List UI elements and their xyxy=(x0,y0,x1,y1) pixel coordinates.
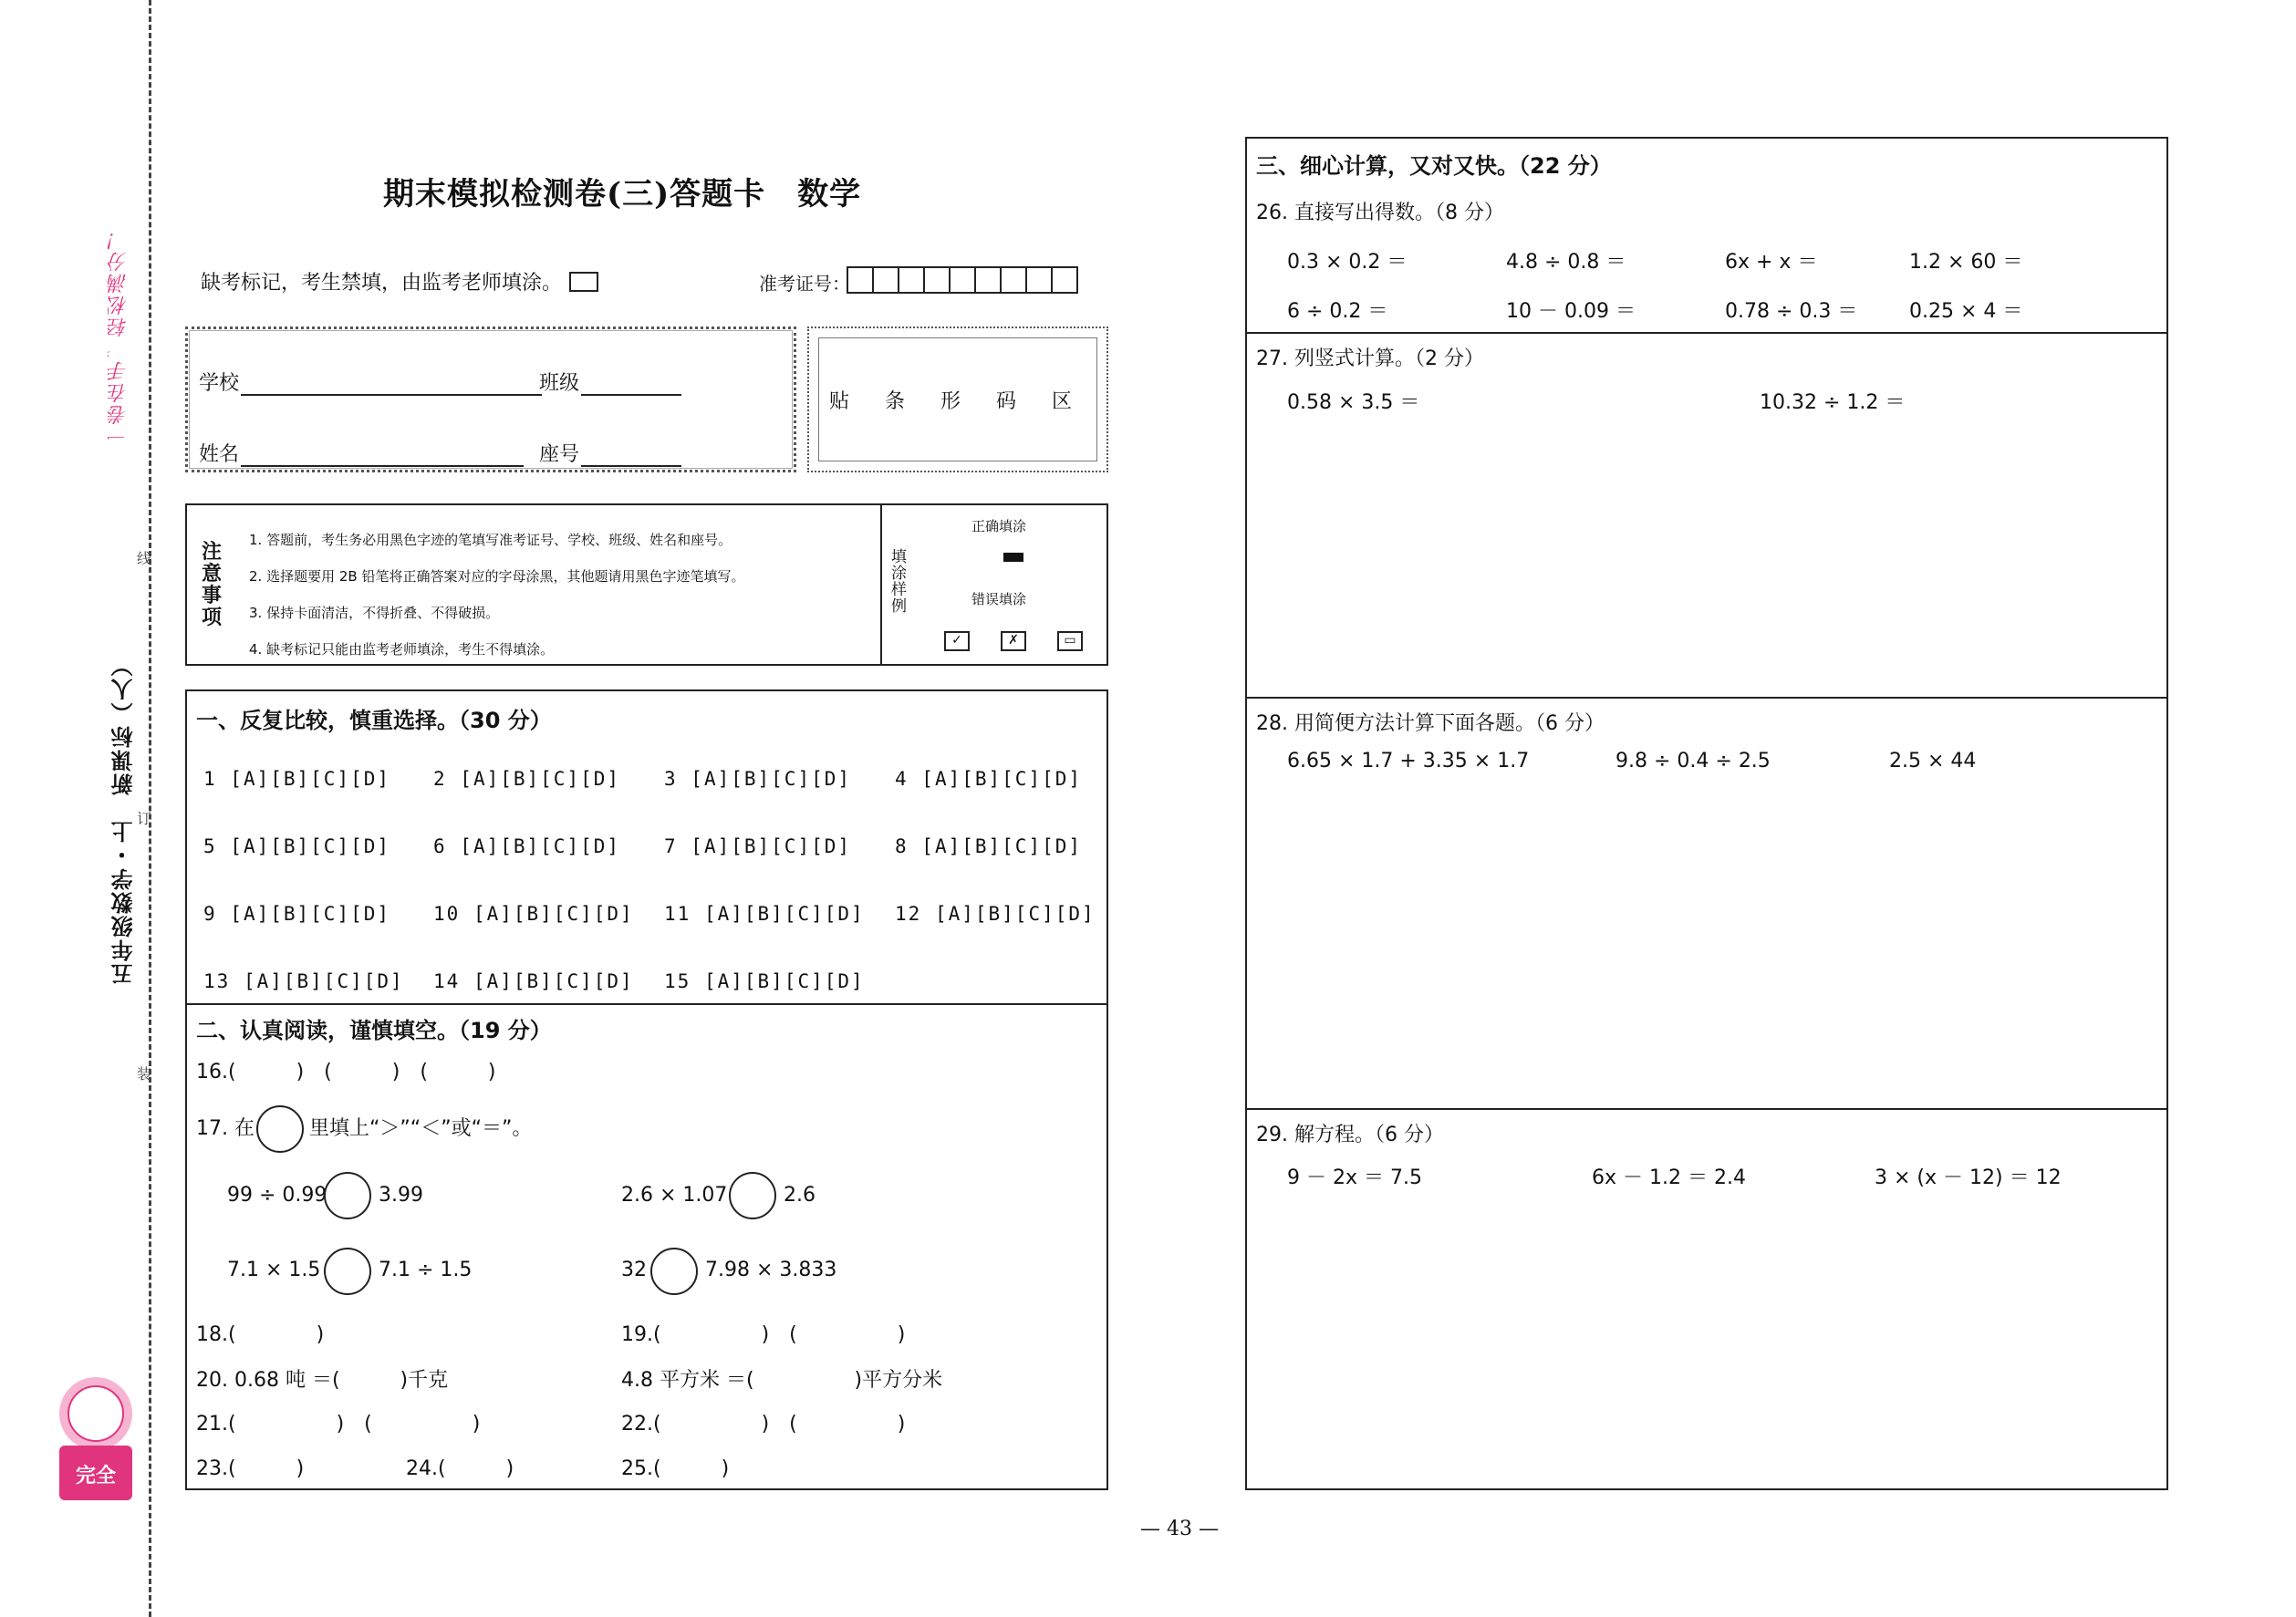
seal-char-xian: 线 xyxy=(137,550,152,567)
choice-row-14[interactable] xyxy=(433,970,634,992)
compare1-right: 3.99 xyxy=(379,1184,423,1207)
compare2-circle[interactable] xyxy=(729,1172,776,1219)
q23-answer[interactable]: 23.( ) xyxy=(196,1457,305,1480)
choice-row-15[interactable] xyxy=(664,970,865,992)
school-field[interactable]: 学校 xyxy=(199,368,542,396)
q26-item[interactable]: 6x + x ＝ xyxy=(1725,251,1818,274)
section2-heading: 二、认真阅读，谨慎填空。（19 分） xyxy=(196,1018,552,1043)
compare1-left: 99 ÷ 0.99 xyxy=(227,1184,327,1207)
q28-item[interactable]: 6.65 × 1.7 + 3.35 × 1.7 xyxy=(1287,750,1530,772)
choice-row-6[interactable] xyxy=(433,835,620,857)
choice-options[interactable]: [A][B][C][D] xyxy=(230,768,391,790)
barcode-area xyxy=(807,327,1108,472)
notes-box xyxy=(185,503,1108,666)
note-item: 3. 保持卡面清洁，不得折叠、不得破损。 xyxy=(249,605,500,621)
id-box[interactable] xyxy=(872,266,899,294)
choice-row-10[interactable] xyxy=(433,903,634,925)
compare3-right: 7.1 ÷ 1.5 xyxy=(379,1259,473,1281)
compare2-right: 2.6 xyxy=(784,1184,816,1207)
compare3-circle[interactable] xyxy=(324,1248,371,1295)
q26-item[interactable]: 4.8 ÷ 0.8 ＝ xyxy=(1506,251,1626,274)
id-box[interactable] xyxy=(1000,266,1027,294)
q27-item[interactable]: 0.58 × 3.5 ＝ xyxy=(1287,391,1420,414)
q27-item[interactable]: 10.32 ÷ 1.2 ＝ xyxy=(1760,391,1906,414)
q29-item[interactable]: 6x － 1.2 ＝ 2.4 xyxy=(1592,1166,1746,1189)
choice-options[interactable]: [A][B][C][D] xyxy=(691,835,852,857)
exam-id-label: 准考证号： xyxy=(759,273,850,295)
choice-options[interactable]: [A][B][C][D] xyxy=(460,768,621,790)
choice-row-3[interactable] xyxy=(664,768,851,790)
q16-answer[interactable]: 16.( ) ( ) ( ) xyxy=(196,1061,496,1083)
choice-options[interactable]: [A][B][C][D] xyxy=(460,835,621,857)
choice-number: 7 xyxy=(664,835,691,857)
fill-wrong-label: 错误填涂 xyxy=(971,591,1027,607)
choice-options[interactable]: [A][B][C][D] xyxy=(921,835,1083,857)
choice-number: 5 xyxy=(203,835,231,857)
choice-number: 6 xyxy=(433,835,461,857)
choice-row-12[interactable] xyxy=(895,903,1096,925)
note-item: 1. 答题前，考生务必用黑色字迹的笔填写准考证号、学校、班级、姓名和座号。 xyxy=(249,532,732,548)
choice-row-9[interactable] xyxy=(203,903,390,925)
choice-number: 14 xyxy=(433,970,473,992)
choice-number: 10 xyxy=(433,903,473,925)
id-box[interactable] xyxy=(974,266,1002,294)
choice-row-5[interactable] xyxy=(203,835,390,857)
q18-answer[interactable]: 18.( ) xyxy=(196,1323,325,1346)
student-info-box xyxy=(185,327,796,472)
section3-heading: 三、细心计算，又对又快。（22 分） xyxy=(1256,153,1612,179)
choice-options[interactable]: [A][B][C][D] xyxy=(703,970,865,992)
q21-answer[interactable]: 21.( ) ( ) xyxy=(196,1413,481,1436)
seal-char-ding: 订 xyxy=(137,810,152,827)
exam-id-boxes[interactable] xyxy=(848,266,1078,294)
q24-answer[interactable]: 24.( ) xyxy=(406,1457,514,1480)
divider xyxy=(1247,1108,2166,1110)
q26-item[interactable]: 1.2 × 60 ＝ xyxy=(1909,251,2023,274)
q17-instruction: 里填上“＞”“＜”或“＝”。 xyxy=(309,1117,533,1140)
name-field[interactable]: 姓名 xyxy=(199,439,524,467)
choice-number: 8 xyxy=(895,835,922,857)
svg-text:完全: 完全 xyxy=(75,1465,117,1487)
choice-options[interactable]: [A][B][C][D] xyxy=(921,768,1083,790)
fill-correct-label: 正确填涂 xyxy=(971,518,1027,534)
choice-number: 11 xyxy=(664,903,704,925)
compare2-left: 2.6 × 1.07 xyxy=(621,1184,728,1207)
choice-options[interactable]: [A][B][C][D] xyxy=(230,835,391,857)
absent-mark-row xyxy=(201,267,598,295)
choice-row-4[interactable] xyxy=(895,768,1082,790)
choice-number: 9 xyxy=(203,903,231,925)
divider xyxy=(1247,697,2166,699)
choice-options[interactable]: [A][B][C][D] xyxy=(703,903,865,925)
fill-sample-title: 填涂样例 xyxy=(891,548,907,616)
section-multiple-choice xyxy=(185,689,1108,1005)
barcode-label: 贴 条 形 码 区 xyxy=(818,337,1097,461)
q26-item[interactable]: 0.25 × 4 ＝ xyxy=(1909,300,2023,323)
wrong-check-icon: ✓ xyxy=(944,631,970,651)
seat-field[interactable]: 座号 xyxy=(539,439,681,467)
fill-correct-sample xyxy=(1003,553,1023,562)
page-number: — 43 — xyxy=(1140,1518,1219,1540)
brand-logo xyxy=(55,1359,137,1505)
choice-number: 1 xyxy=(203,768,231,790)
choice-number: 13 xyxy=(203,970,244,992)
choice-options[interactable]: [A][B][C][D] xyxy=(230,903,391,925)
choice-row-8[interactable] xyxy=(895,835,1082,857)
absent-note: 缺考标记，考生禁填，由监考老师填涂。 xyxy=(201,272,563,295)
choice-number: 4 xyxy=(895,768,922,790)
compare4-left: 32 xyxy=(621,1259,647,1281)
id-box[interactable] xyxy=(923,266,951,294)
q26-item[interactable]: 0.78 ÷ 0.3 ＝ xyxy=(1725,300,1858,323)
id-box[interactable] xyxy=(898,266,925,294)
q26-item[interactable]: 6 ÷ 0.2 ＝ xyxy=(1287,300,1388,323)
compare3-left: 7.1 × 1.5 xyxy=(227,1259,321,1281)
q26-item[interactable]: 0.3 × 0.2 ＝ xyxy=(1287,251,1408,274)
note-item: 2. 选择题要用 2B 铅笔将正确答案对应的字母涂黑，其他题请用黑色字迹笔填写。 xyxy=(249,568,745,585)
q20-answer-a[interactable]: 20. 0.68 吨 ＝( )千克 xyxy=(196,1369,449,1392)
choice-number: 12 xyxy=(895,903,935,925)
absent-mark-box[interactable] xyxy=(569,272,598,292)
note-item: 4. 缺考标记只能由监考老师填涂，考生不得填涂。 xyxy=(249,641,555,658)
q26-item[interactable]: 10 － 0.09 ＝ xyxy=(1506,300,1636,323)
divider xyxy=(1247,332,2166,334)
section-calculation xyxy=(1245,137,2168,1490)
id-box[interactable] xyxy=(949,266,976,294)
compare4-circle[interactable] xyxy=(650,1248,698,1295)
notes-title: 注意事项 xyxy=(202,541,223,629)
class-field[interactable]: 班级 xyxy=(539,368,681,396)
wrong-cross-icon: ✗ xyxy=(1001,631,1026,651)
q29-item[interactable]: 9 － 2x ＝ 7.5 xyxy=(1287,1166,1422,1189)
choice-row-13[interactable] xyxy=(203,970,404,992)
q28-heading: 28. 用简便方法计算下面各题。（6 分） xyxy=(1256,712,1605,735)
choice-number: 15 xyxy=(664,970,704,992)
id-box[interactable] xyxy=(1025,266,1053,294)
q28-item[interactable]: 2.5 × 44 xyxy=(1889,750,1977,772)
id-box[interactable] xyxy=(847,266,874,294)
choice-options[interactable]: [A][B][C][D] xyxy=(691,768,852,790)
q29-item[interactable]: 3 × (x － 12) ＝ 12 xyxy=(1875,1166,2062,1189)
choice-number: 2 xyxy=(433,768,461,790)
choice-options[interactable]: [A][B][C][D] xyxy=(473,970,634,992)
id-box[interactable] xyxy=(1051,266,1078,294)
q22-answer[interactable]: 22.( ) ( ) xyxy=(621,1413,906,1436)
choice-options[interactable]: [A][B][C][D] xyxy=(243,970,404,992)
seal-char-zhuang: 装 xyxy=(137,1065,152,1083)
slogan: 一卷在手，轻松满分！ xyxy=(108,228,130,447)
compare4-right: 7.98 × 3.833 xyxy=(705,1259,837,1281)
choice-row-1[interactable] xyxy=(203,768,390,790)
notes-list xyxy=(249,522,744,668)
q26-heading: 26. 直接写出得数。（8 分） xyxy=(1256,202,1504,224)
q17-sample-circle xyxy=(256,1105,304,1153)
q17-prefix: 17. 在 xyxy=(196,1117,255,1140)
choice-row-11[interactable] xyxy=(664,903,865,925)
q28-item[interactable]: 9.8 ÷ 0.4 ÷ 2.5 xyxy=(1616,750,1771,772)
fill-wrong-samples xyxy=(944,631,1083,651)
choice-options[interactable]: [A][B][C][D] xyxy=(934,903,1096,925)
section-fill-blank xyxy=(185,1003,1108,1490)
choice-options[interactable]: [A][B][C][D] xyxy=(473,903,634,925)
grade-label: 五年级数学・上 新课标（人） xyxy=(111,653,137,985)
choice-row-2[interactable] xyxy=(433,768,620,790)
choice-number: 3 xyxy=(664,768,691,790)
q20-answer-b[interactable]: 4.8 平方米 ＝( )平方分米 xyxy=(621,1369,943,1392)
notes-divider xyxy=(880,505,882,664)
compare1-circle[interactable] xyxy=(324,1172,371,1219)
q29-heading: 29. 解方程。（6 分） xyxy=(1256,1124,1444,1146)
wrong-box-icon: ▭ xyxy=(1057,631,1083,651)
q27-heading: 27. 列竖式计算。（2 分） xyxy=(1256,347,1484,370)
choice-row-7[interactable] xyxy=(664,835,851,857)
q25-answer[interactable]: 25.( ) xyxy=(621,1457,730,1480)
section1-heading: 一、反复比较，慎重选择。（30 分） xyxy=(196,708,552,733)
q19-answer[interactable]: 19.( ) ( ) xyxy=(621,1323,906,1346)
page-title: 期末模拟检测卷(三)答题卡 数学 xyxy=(383,176,862,212)
